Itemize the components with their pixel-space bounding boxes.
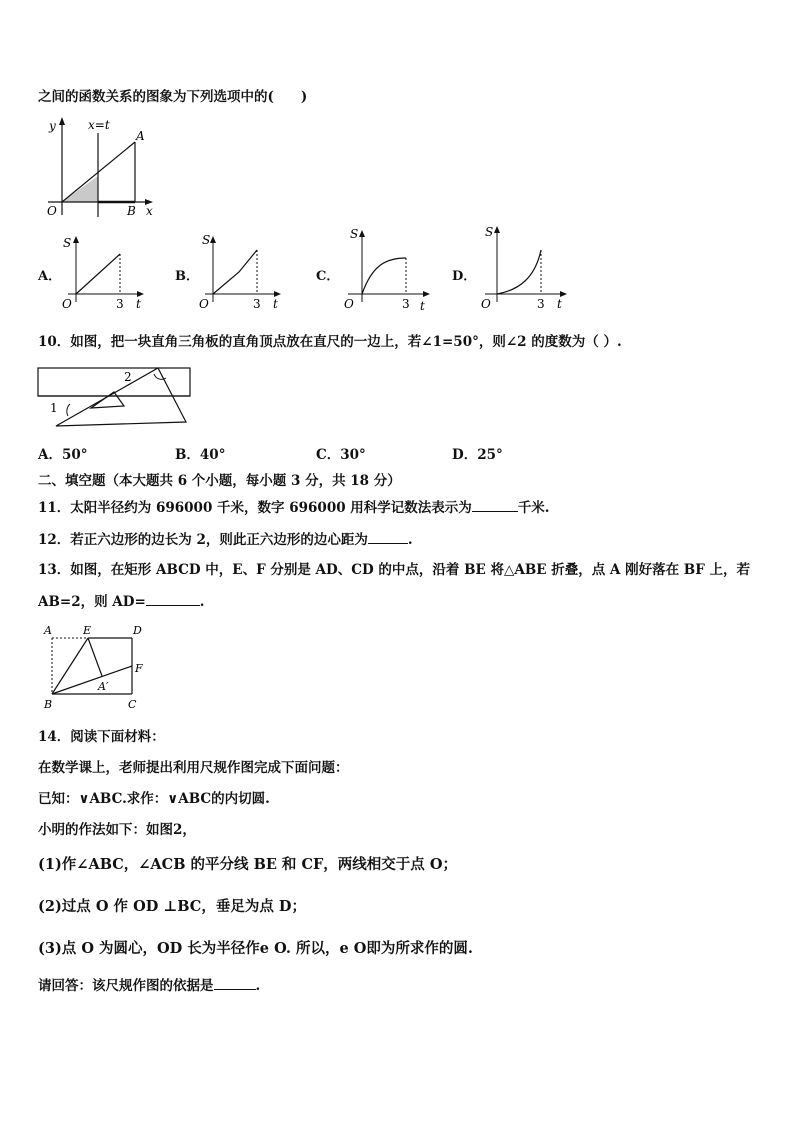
- q9-option-a-label: A．: [38, 269, 62, 284]
- fig-label-x: x: [146, 204, 153, 218]
- q9-option-b-label: B．: [175, 269, 199, 284]
- point-c: C: [128, 698, 137, 711]
- q14-line-5: (1)作∠ABC，∠ACB 的平分线 BE 和 CF，两线相交于点 O；: [38, 856, 457, 873]
- q11-text-before: 11．太阳半径约为 696000 千米，数字 696000 用科学记数法表示为: [38, 500, 472, 516]
- point-d: D: [133, 624, 142, 637]
- tick-3: 3: [116, 297, 124, 311]
- point-a: A: [44, 624, 52, 637]
- q10-choice-d: D．25°: [452, 447, 503, 463]
- q10-choice-c: C．30°: [316, 447, 366, 463]
- axis-s: S: [63, 236, 72, 250]
- q14-line-3: 已知：∨ABC.求作：∨ABC的内切圆.: [38, 791, 270, 807]
- q9-option-d-graph: [477, 222, 572, 312]
- q13-rectangle-figure: [38, 620, 158, 716]
- q9-option-a-graph: [60, 232, 150, 312]
- axis-t: t: [420, 299, 425, 313]
- q14-line-2: 在数学课上，老师提出利用尺规作图完成下面问题：: [38, 760, 349, 776]
- q9-option-b-graph: [197, 232, 287, 312]
- q12-answer-blank[interactable]: [368, 530, 408, 544]
- axis-t: t: [557, 297, 562, 311]
- axis-s: S: [202, 233, 211, 247]
- q11-answer-blank[interactable]: [472, 498, 518, 512]
- q12-text-before: 12．若正六边形的边长为 2，则此正六边形的边心距为: [38, 532, 368, 548]
- fig-label-o: O: [47, 204, 57, 218]
- fig-label-y: y: [49, 119, 56, 133]
- q10-choice-a: A．50°: [38, 447, 88, 463]
- origin: O: [344, 297, 354, 311]
- point-b: B: [44, 698, 53, 711]
- q9-option-c-graph: [340, 226, 435, 312]
- fig-label-a: A: [136, 129, 145, 143]
- q13-line2: [38, 592, 205, 611]
- q13-text-before: AB=2，则 AD=: [38, 594, 146, 610]
- tick-3: 3: [537, 297, 545, 311]
- q10-choice-b: B．40°: [175, 447, 226, 463]
- q14-ask-before: 请回答：该尺规作图的依据是: [38, 978, 214, 994]
- origin: O: [481, 297, 491, 311]
- point-a-prime: A′: [98, 680, 109, 693]
- axis-t: t: [136, 297, 141, 311]
- angle-1-label: 1: [50, 401, 58, 415]
- angle-2-label: 2: [124, 370, 132, 384]
- q9-main-figure: [38, 115, 168, 223]
- tick-3: 3: [402, 297, 410, 311]
- q14-line-1: 14．阅读下面材料：: [38, 729, 165, 745]
- axis-s: S: [485, 225, 494, 239]
- q11-text-after: 千米.: [517, 500, 550, 516]
- q11: [38, 498, 550, 517]
- fig-label-line: x=t: [88, 118, 110, 132]
- q10-stem: 10．如图，把一块直角三角板的直角顶点放在直尺的一边上，若∠1=50°，则∠2 的度数为（ ）.: [38, 334, 622, 350]
- q12: [38, 530, 413, 549]
- tick-3: 3: [253, 297, 261, 311]
- q14-answer-blank[interactable]: [214, 976, 256, 990]
- axis-s: S: [350, 227, 359, 241]
- q14-line-4: 小明的作法如下：如图2，: [38, 822, 196, 838]
- q13-text-after: .: [199, 594, 205, 610]
- point-e: E: [83, 624, 92, 637]
- origin: O: [62, 297, 72, 311]
- axis-t: t: [273, 297, 278, 311]
- point-f: F: [135, 662, 143, 675]
- q14-ask: [38, 976, 260, 995]
- q9-option-c-label: C．: [316, 269, 340, 284]
- section-2-heading: 二、填空题（本大题共 6 个小题，每小题 3 分，共 18 分）: [38, 473, 401, 489]
- q14-line-7: (3)点 O 为圆心，OD 长为半径作e O. 所以，e O即为所求作的圆.: [38, 940, 473, 957]
- q14-line-6: (2)过点 O 作 OD ⊥BC，垂足为点 D；: [38, 898, 306, 915]
- origin: O: [199, 297, 209, 311]
- q9-option-d-label: D．: [452, 269, 477, 284]
- q9-stem: 之间的函数关系的图象为下列选项中的( ): [38, 89, 308, 105]
- q10-ruler-triangle-figure: [36, 364, 196, 434]
- q14-ask-after: .: [255, 978, 261, 994]
- q13-answer-blank[interactable]: [146, 592, 200, 606]
- fig-label-b: B: [127, 204, 136, 218]
- q13-line1: 13．如图，在矩形 ABCD 中，E、F 分别是 AD、CD 的中点，沿着 BE 将△ABE 折叠，点 A 刚好落在 BF 上，若: [38, 562, 751, 578]
- q12-text-after: .: [407, 532, 413, 548]
